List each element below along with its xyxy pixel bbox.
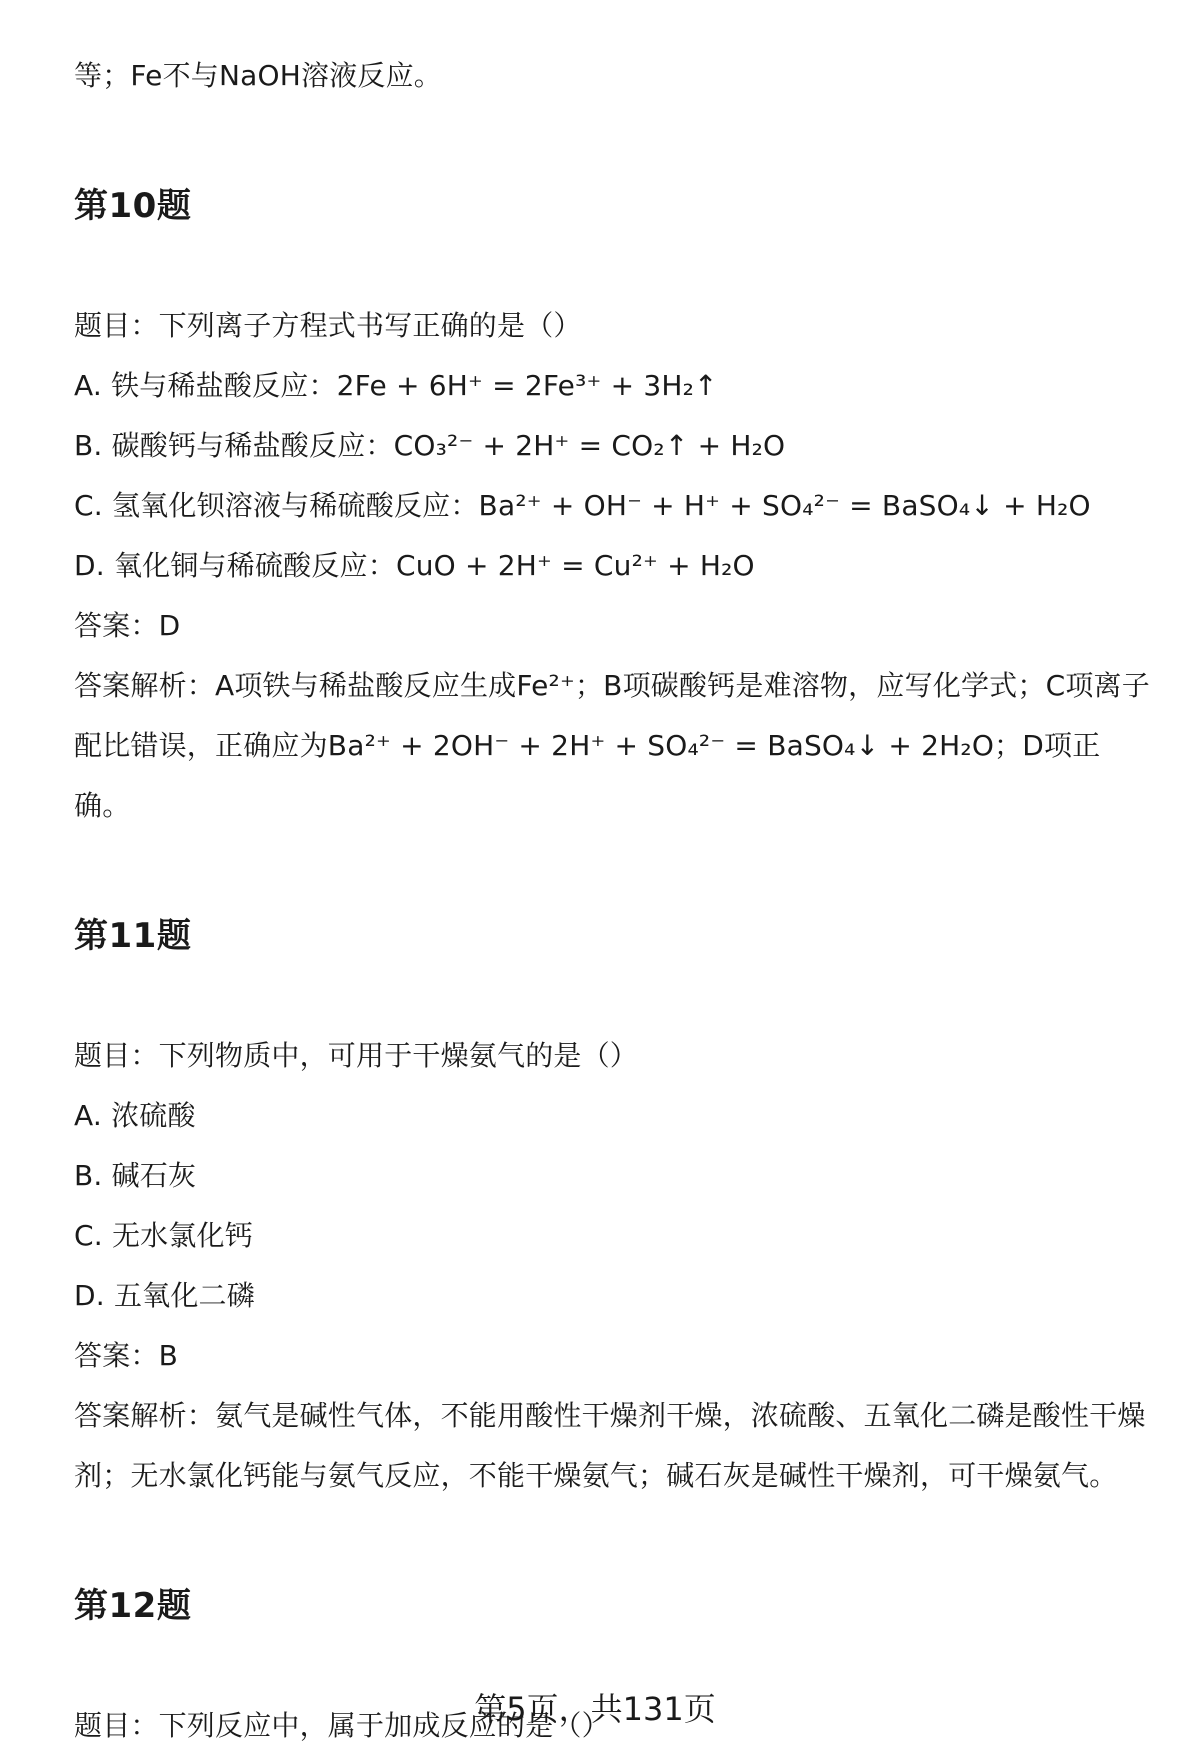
- question-10-option-d: D. 氧化铜与稀硫酸反应：CuO + 2H⁺ = Cu²⁺ + H₂O: [74, 549, 755, 582]
- question-11-option-c: C. 无水氯化钙: [74, 1219, 253, 1252]
- question-10-option-c: C. 氢氧化钡溶液与稀硫酸反应：Ba²⁺ + OH⁻ + H⁺ + SO₄²⁻ = BaSO₄↓ + H₂O: [74, 489, 1091, 522]
- question-11-answer: 答案：B: [74, 1339, 179, 1372]
- previous-analysis-tail: 等；Fe不与NaOH溶液反应。: [74, 59, 442, 92]
- question-10-analysis: 答案解析：A项铁与稀盐酸反应生成Fe²⁺；B项碳酸钙是难溶物，应写化学式；C项离子配比错误，正确应为Ba²⁺ + 2OH⁻ + 2H⁺ + SO₄²⁻ = BaSO₄↓ + 2H₂O；D项正确。: [74, 669, 1150, 822]
- question-12-heading: 第12题: [74, 1586, 192, 1626]
- question-10-option-b: B. 碳酸钙与稀盐酸反应：CO₃²⁻ + 2H⁺ = CO₂↑ + H₂O: [74, 429, 786, 462]
- question-10-heading: 第10题: [74, 186, 192, 226]
- question-10-answer: 答案：D: [74, 609, 181, 642]
- question-11-stem: 题目：下列物质中，可用于干燥氨气的是（）: [74, 1039, 639, 1072]
- question-12-stem: 题目：下列反应中，属于加成反应的是（）: [74, 1709, 610, 1742]
- question-10-stem: 题目：下列离子方程式书写正确的是（）: [74, 309, 582, 342]
- question-11-option-d: D. 五氧化二磷: [74, 1279, 255, 1312]
- question-11-heading: 第11题: [74, 916, 192, 956]
- page-number-footer: 第5页，共131页: [474, 1690, 716, 1728]
- page-content: [74, 46, 1154, 1756]
- question-10-option-a: A. 铁与稀盐酸反应：2Fe + 6H⁺ = 2Fe³⁺ + 3H₂↑: [74, 369, 718, 402]
- question-11-analysis: 答案解析：氨气是碱性气体，不能用酸性干燥剂干燥，浓硫酸、五氧化二磷是酸性干燥剂；无水氯化钙能与氨气反应，不能干燥氨气；碱石灰是碱性干燥剂，可干燥氨气。: [74, 1399, 1146, 1492]
- question-11-option-b: B. 碱石灰: [74, 1159, 197, 1192]
- question-11-option-a: A. 浓硫酸: [74, 1099, 196, 1132]
